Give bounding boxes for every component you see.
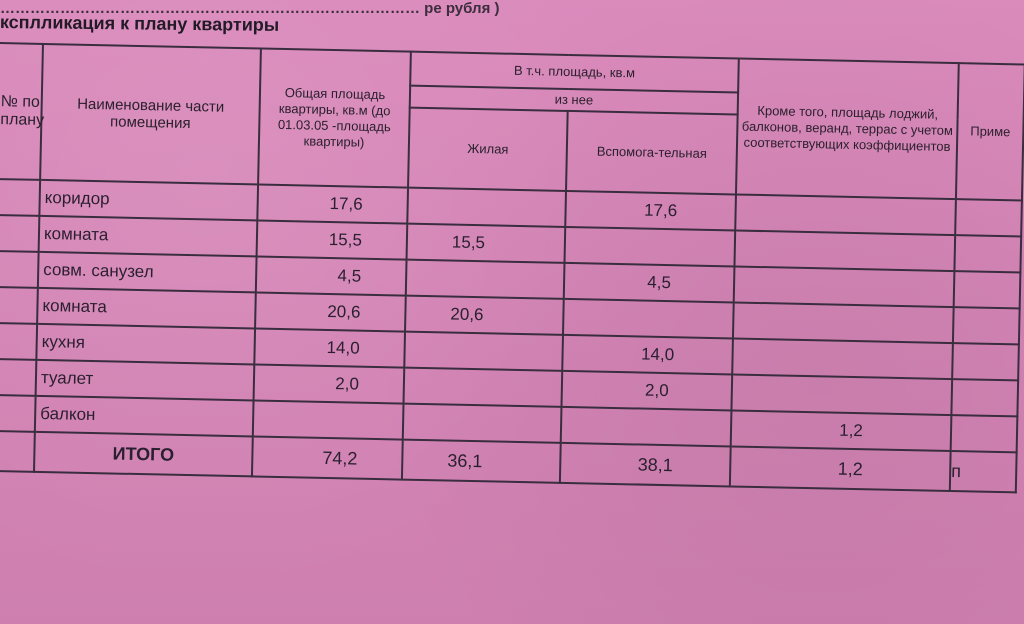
note-cell [954,235,1021,272]
total-area: 2,0 [254,364,405,403]
room-name: комната [37,288,256,329]
document-title: ксплликация к плану квартиры [0,12,280,35]
col-total-header: Общая площадь квартиры, кв.м (до 01.03.05 -площадь квартиры) [258,49,411,188]
note-sum-cell: п [950,451,1017,492]
top-cut-text: ………………………………………………………………………… ре рубля ) [0,0,500,17]
living-area: 15,5 [407,224,566,263]
total-area: 15,5 [257,220,408,259]
living-area [407,188,566,227]
aux-area: 17,6 [565,191,736,231]
aux-area: 2,0 [561,371,732,411]
row-number-cell [0,179,40,216]
row-number-cell [0,323,37,360]
total-area [253,400,404,439]
living-area-sum: 36,1 [402,440,561,483]
room-name: балкон [35,396,254,437]
living-area [404,332,563,371]
note-cell [955,199,1022,236]
note-cell [951,415,1018,452]
explication-table [0,42,1024,493]
aux-area-sum: 38,1 [560,443,731,487]
total-area: 4,5 [256,256,407,295]
col-name-header: Наименование части помещения [40,44,261,185]
col-number-header: № по плану [0,43,43,180]
row-number-cell [0,215,39,252]
living-area [404,368,563,407]
living-area: 20,6 [405,296,564,335]
row-number-cell [0,395,36,432]
row-number-cell [0,251,39,288]
aux-area: 4,5 [564,263,735,303]
room-name: кухня [36,324,255,365]
col-living-header: Жилая [408,108,568,191]
row-number-cell [0,431,35,472]
extra-area [733,302,954,343]
col-auxiliary-header: Вспомога-тельная [566,111,738,195]
note-cell [951,379,1018,416]
total-area: 20,6 [255,292,406,331]
aux-area [563,299,734,339]
col-extra-header: Кроме того, площадь лоджий, балконов, веранд, террас с учетом соответствующих коэффициентов [736,59,959,200]
living-area [406,260,565,299]
room-name: совм. санузел [38,252,257,293]
room-name: коридор [39,180,258,221]
col-incl-header: В т.ч. площадь, кв.м [410,52,739,93]
note-cell [952,343,1019,380]
aux-area [561,407,732,447]
col-note-header: Приме [956,63,1024,200]
row-number-cell [0,359,36,396]
note-cell [954,271,1021,308]
row-number-cell [0,287,38,324]
extra-area [732,338,953,379]
col-of-which-header: из нее [410,86,738,115]
extra-area [734,266,955,307]
note-cell [953,307,1020,344]
explication-table-wrapper [0,42,1024,523]
aux-area [564,227,735,267]
room-name: туалет [36,360,255,401]
extra-area [735,194,956,235]
extra-area-sum: 1,2 [730,446,951,491]
total-area: 17,6 [257,184,408,223]
total-label: ИТОГО [34,432,253,477]
aux-area: 14,0 [562,335,733,375]
room-name: комната [39,216,258,257]
extra-area: 1,2 [731,410,952,451]
extra-area [731,374,952,415]
total-area-sum: 74,2 [252,436,403,479]
extra-area [734,230,955,271]
total-area: 14,0 [254,328,405,367]
living-area [403,404,562,443]
